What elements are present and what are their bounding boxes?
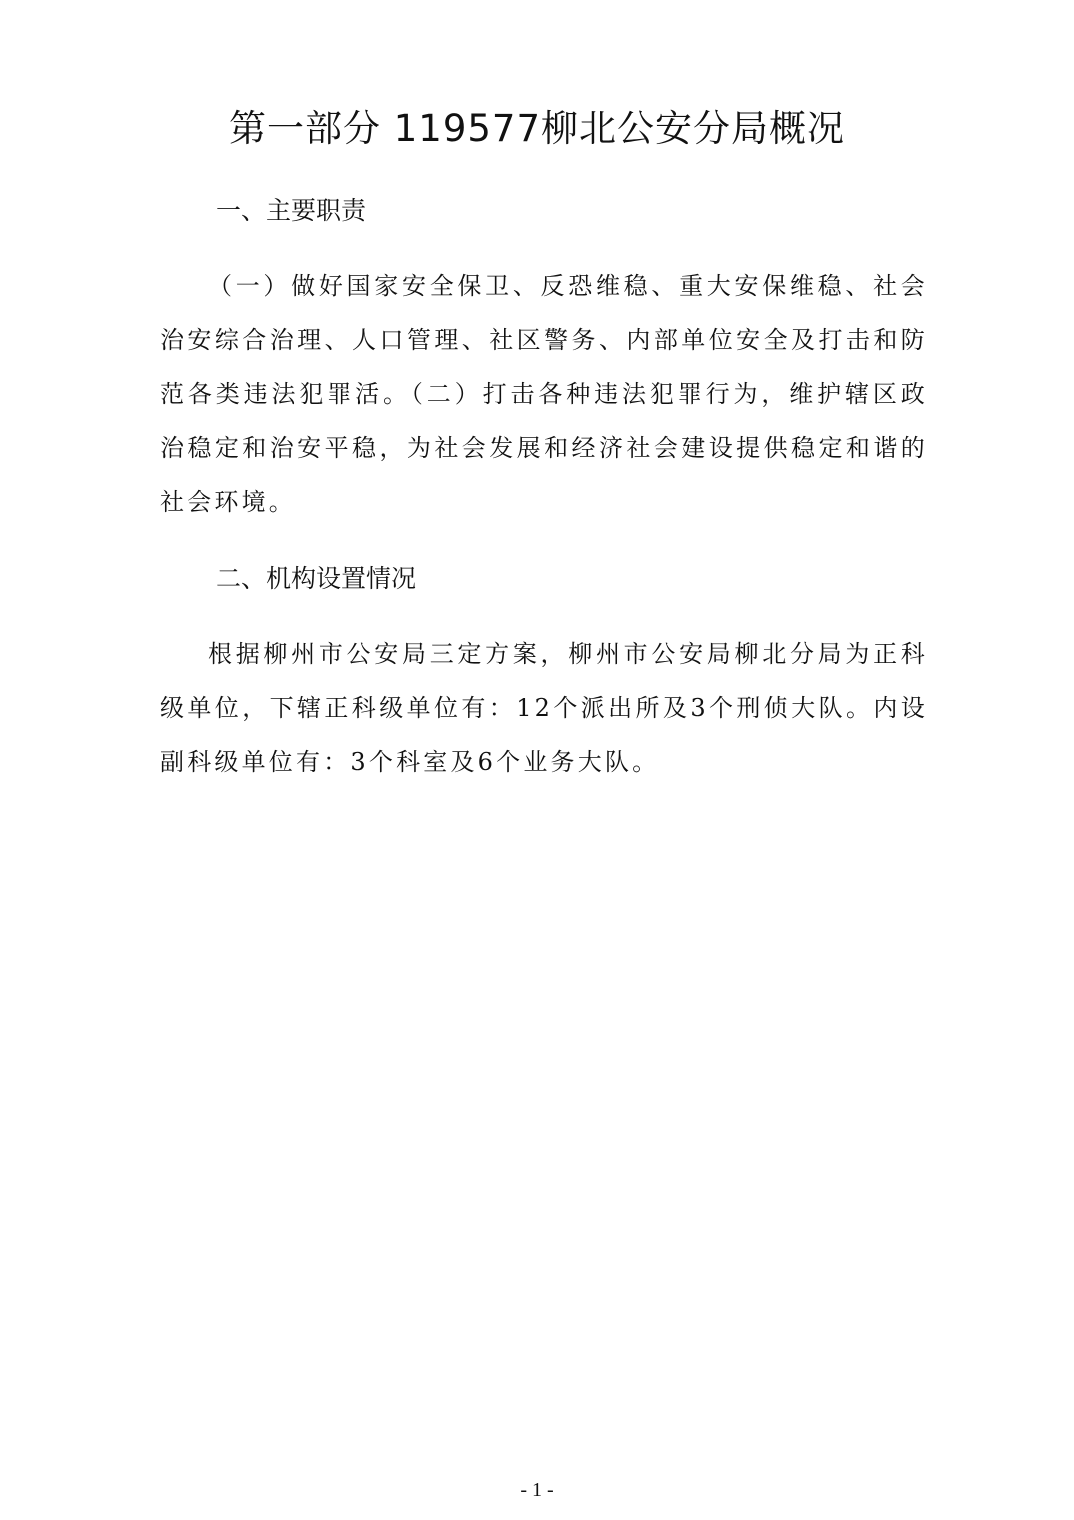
- document-title: 第一部分 119577柳北公安分局概况: [228, 107, 845, 150]
- section-heading-organization: 二、机构设置情况: [216, 564, 417, 593]
- page-number: - 1 -: [520, 1479, 554, 1501]
- section-paragraph-organization: 根据柳州市公安局三定方案，柳州市公安局柳北分局为正科级单位，下辖正科级单位有：12个派出所及3个刑侦大队。内设副科级单位有：3个科室及6个业务大队。: [160, 640, 928, 776]
- section-paragraph-main-duties: （一）做好国家安全保卫、反恐维稳、重大安保维稳、社会治安综合治理、人口管理、社区警务、内部单位安全及打击和防范各类违法犯罪活。（二）打击各种违法犯罪行为，维护辖区政治稳定和治安平稳，为社会发展和经济社会建设提供稳定和谐的社会环境。: [160, 272, 928, 516]
- section-heading-main-duties: 一、主要职责: [216, 196, 367, 225]
